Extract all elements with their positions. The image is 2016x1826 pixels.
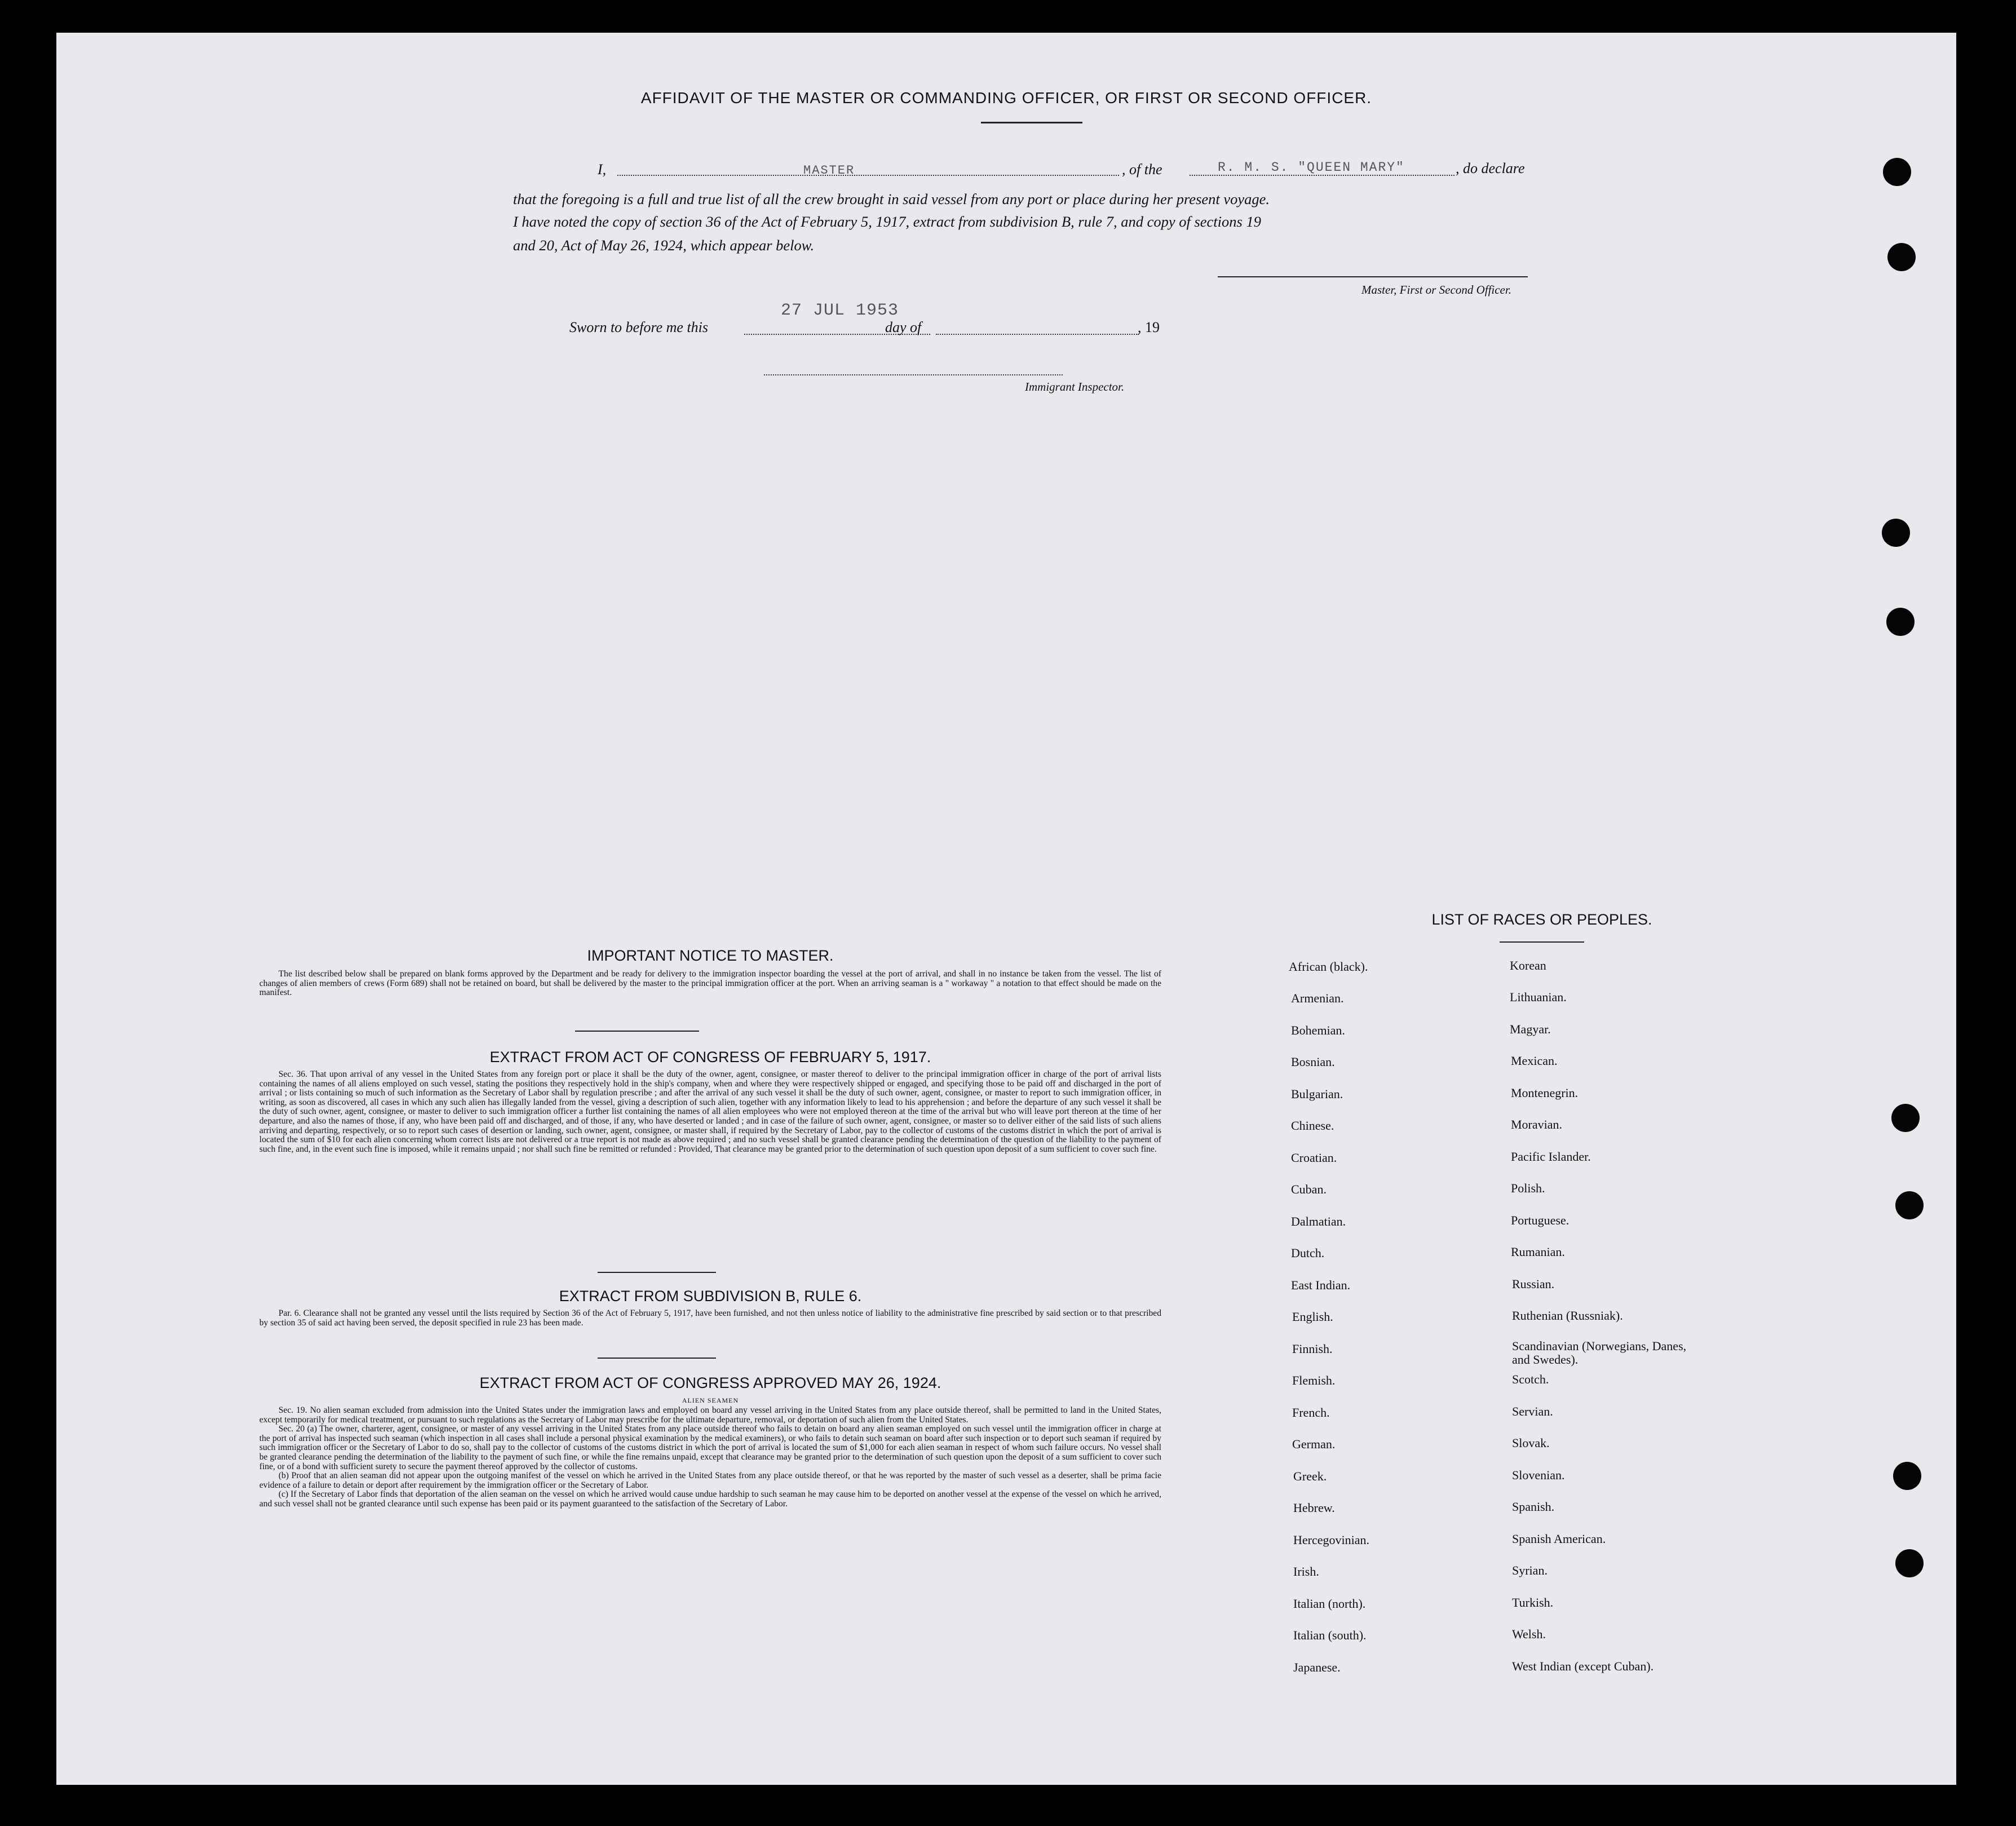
subdivision-b-title: EXTRACT FROM SUBDIVISION B, RULE 6. bbox=[559, 1288, 862, 1305]
race-item: Slovak. bbox=[1512, 1436, 1550, 1450]
race-item: Rumanian. bbox=[1511, 1245, 1565, 1259]
punch-hole bbox=[1886, 608, 1915, 636]
sworn-month-line bbox=[936, 334, 1139, 335]
race-item: Bohemian. bbox=[1291, 1023, 1345, 1037]
divider bbox=[575, 1031, 699, 1032]
punch-hole bbox=[1883, 158, 1911, 186]
extract-1924-text bbox=[259, 1406, 1161, 1509]
extract-1917-text bbox=[259, 1070, 1161, 1154]
inspector-label: Immigrant Inspector. bbox=[1025, 380, 1125, 394]
race-item: West Indian (except Cuban). bbox=[1512, 1659, 1654, 1673]
year-label: , 19 bbox=[1138, 319, 1160, 335]
race-item: Korean bbox=[1510, 958, 1546, 972]
notice-paragraph: The list described below shall be prepared on blank forms approved by the Department and be ready for delivery to the immigration inspector boarding the vessel at the port of arrival, and shall in no instance be taken from the vessel. The list of changes of alien members of crews (Form 689) shall not be retained on board, but shall be delivered by the master to the principal immigration officer at the port. When an arriving seaman is a " workaway " a notation to that effect should be made on the manifest. bbox=[259, 969, 1161, 998]
divider bbox=[598, 1358, 716, 1359]
signature-line bbox=[1218, 276, 1528, 277]
race-item: German. bbox=[1292, 1437, 1336, 1451]
punch-hole bbox=[1887, 243, 1916, 271]
race-item: Croatian. bbox=[1291, 1151, 1337, 1165]
race-item: Scotch. bbox=[1512, 1372, 1549, 1386]
inspector-line bbox=[764, 374, 1063, 375]
race-item: Dalmatian. bbox=[1291, 1214, 1346, 1228]
divider bbox=[1500, 941, 1584, 943]
declarant-label: I, bbox=[598, 161, 607, 178]
race-item: Pacific Islander. bbox=[1511, 1149, 1591, 1164]
signature-label: Master, First or Second Officer. bbox=[1361, 283, 1511, 297]
sec-19-paragraph: Sec. 19. No alien seaman excluded from admission into the United States under the immigration laws and employed on board any vessel arriving in the United States from any place outside thereof, shall be permitted to land in the United States, except temporarily for medical treatment, or pursuant to such regulations as the Secretary of Labor may prescribe for the ultimate departure, removal, or deportation of such alien from the United States. bbox=[259, 1405, 1161, 1425]
race-item: Turkish. bbox=[1512, 1595, 1554, 1610]
of-the-label: , of the bbox=[1122, 161, 1162, 178]
race-item: Welsh. bbox=[1512, 1627, 1546, 1641]
punch-hole bbox=[1893, 1462, 1921, 1490]
race-item: French. bbox=[1292, 1405, 1330, 1420]
race-item: Italian (north). bbox=[1293, 1597, 1366, 1611]
race-item: Spanish. bbox=[1512, 1500, 1555, 1514]
race-item: Dutch. bbox=[1291, 1246, 1325, 1260]
race-item: Montenegrin. bbox=[1511, 1086, 1579, 1100]
races-title: LIST OF RACES OR PEOPLES. bbox=[1431, 911, 1652, 928]
affidavit-line-2: I have noted the copy of section 36 of the Act of February 5, 1917, extract from subdivision B, rule 7, and copy of sections 19 bbox=[513, 213, 1261, 230]
race-item: Portuguese. bbox=[1511, 1213, 1570, 1227]
day-of-label: day of bbox=[885, 319, 922, 335]
race-item: Bulgarian. bbox=[1291, 1087, 1343, 1101]
vessel-stamp: R. M. S. "QUEEN MARY" bbox=[1218, 160, 1405, 175]
divider bbox=[598, 1272, 716, 1273]
punch-hole bbox=[1882, 519, 1910, 547]
declarant-line bbox=[617, 175, 1119, 176]
extract-1924-subtitle: ALIEN SEAMEN bbox=[682, 1396, 739, 1404]
race-item: Japanese. bbox=[1293, 1660, 1341, 1674]
race-item: Russian. bbox=[1512, 1277, 1555, 1291]
punch-hole bbox=[1895, 1191, 1924, 1219]
document-page bbox=[56, 33, 1956, 1785]
sec-20a-paragraph: Sec. 20 (a) The owner, charterer, agent, consignee, or master of any vessel arriving in the United States from any place outside thereof who fails to detain on board any alien seaman employed on such vessel until the immigration officer in charge at the port of arrival has inspected such seaman (which inspection in all cases shall include a personal physical examination by the medical examiners), or who fails to detain such seaman on board after such inspection or to deport such seaman if required by such immigration officer or the Secretary of Labor to do so, shall pay to the collector of customs of the customs district in which the port of arrival is located the sum of $1,000 for each alien seaman in respect of whom such failure occurs. No vessel shall be granted clearance pending the determination of the liability to the payment of such fine, or while the fine remains unpaid, except that clearance may be granted prior to the determination of such question upon the deposit of a sum sufficient to cover such fine, or of a bond with sufficient surety to secure the payment thereof approved by the collector of customs. bbox=[259, 1424, 1161, 1471]
sec-20b-paragraph: (b) Proof that an alien seaman did not appear upon the outgoing manifest of the vessel on which he arrived in the United States from any place outside thereof, or that he was reported by the master of such vessel as a deserter, shall be prima facie evidence of a failure to detain or deport after requirement by the immigration officer or the Secretary of Labor. bbox=[259, 1471, 1161, 1490]
race-item: Mexican. bbox=[1511, 1054, 1558, 1068]
punch-hole bbox=[1895, 1549, 1924, 1577]
extract-1917-paragraph: Sec. 36. That upon arrival of any vessel in the United States from any foreign port or place it shall be the duty of the owner, agent, consignee, or master thereof to deliver to the principal immigration officer in charge of the port of arrival lists containing the names of all aliens employed on such vessel, stating the positions they respectively hold in the ship's company, when and where they were respectively shipped or engaged, and specifying those to be paid off and discharged in the port of arrival ; or lists containing so much of such information as the Secretary of Labor shall by regulation prescribe ; and after the arrival of any such vessel it shall be the duty of such owner, agent, consignee, or master to report to such immigration officer, in writing, as soon as discovered, all cases in which any such alien has illegally landed from the vessel, giving a description of such alien, together with any information likely to lead to his apprehension ; and before the departure of any such vessel it shall be the duty of such owner, agent, consignee, or master to deliver to such immigration officer a further list containing the names of all alien employees who were not employed thereon at the time of the arrival but who will leave port thereon at the time of her departure, and also the names of those, if any, who have been paid off and discharged, and of those, if any, who have deserted or landed ; and in case of the failure of such owner, agent, consignee, or master so to deliver either of the said lists of such aliens arriving and departing, respectively, or so to report such cases of desertion or landing, such owner, agent, consignee, or master shall, if required by the Secretary of Labor, pay to the collector of customs of the customs district in which the port of arrival is located the sum of $10 for each alien concerning whom correct lists are not delivered or a true report is not made as above required ; and no such vessel shall be granted clearance pending the determination of the question of the liability to the payment of such fine, and, in the event such fine is imposed, while it remains unpaid ; nor shall such fine be remitted or refunded : Provided, That clearance may be granted prior to the determination of such question upon deposit of a sum sufficient to cover such fine. bbox=[259, 1069, 1161, 1154]
race-item: Lithuanian. bbox=[1510, 990, 1567, 1004]
race-item: Italian (south). bbox=[1293, 1628, 1367, 1642]
race-item: Moravian. bbox=[1511, 1117, 1563, 1131]
do-declare-label: , do declare bbox=[1456, 160, 1525, 176]
race-item: Magyar. bbox=[1510, 1022, 1551, 1036]
race-item: Ruthenian (Russniak). bbox=[1512, 1308, 1623, 1323]
vessel-line bbox=[1190, 175, 1454, 176]
notice-title: IMPORTANT NOTICE TO MASTER. bbox=[587, 947, 834, 964]
divider bbox=[981, 122, 1082, 123]
extract-1917-title: EXTRACT FROM ACT OF CONGRESS OF FEBRUARY 5, 1917. bbox=[489, 1049, 931, 1065]
race-item: Polish. bbox=[1511, 1181, 1545, 1195]
sworn-label: Sworn to before me this bbox=[569, 319, 709, 335]
race-item: Scandinavian (Norwegians, Danes, and Swedes). bbox=[1512, 1339, 1687, 1367]
affidavit-line-1: that the foregoing is a full and true list of all the crew brought in said vessel from any port or place during her present voyage. bbox=[513, 191, 1270, 207]
race-item: Chinese. bbox=[1291, 1118, 1334, 1133]
race-item: Armenian. bbox=[1291, 991, 1344, 1005]
race-item: Hercegovinian. bbox=[1293, 1533, 1369, 1547]
race-item: Irish. bbox=[1293, 1564, 1319, 1579]
notice-text bbox=[259, 970, 1161, 998]
race-item: Flemish. bbox=[1292, 1373, 1336, 1387]
punch-hole bbox=[1891, 1104, 1920, 1132]
master-stamp: MASTER bbox=[803, 163, 855, 178]
race-item: Syrian. bbox=[1512, 1563, 1548, 1577]
extract-1924-title: EXTRACT FROM ACT OF CONGRESS APPROVED MAY 26, 1924. bbox=[479, 1374, 941, 1391]
race-item: African (black). bbox=[1289, 960, 1368, 974]
subdivision-b-text bbox=[259, 1309, 1161, 1328]
race-item: Slovenian. bbox=[1512, 1468, 1565, 1482]
race-item: Greek. bbox=[1293, 1469, 1327, 1483]
race-item: Spanish American. bbox=[1512, 1532, 1606, 1546]
race-item: Bosnian. bbox=[1291, 1055, 1335, 1069]
subdivision-b-paragraph: Par. 6. Clearance shall not be granted any vessel until the lists required by Section 36 of the Act of February 5, 1917, have been furnished, and not then unless notice of liability to the administrative fine prescribed by said section or to that prescribed by section 35 of said act having been served, the deposit specified in rule 23 has been made. bbox=[259, 1308, 1161, 1328]
race-item: Finnish. bbox=[1292, 1342, 1333, 1356]
race-item: Servian. bbox=[1512, 1404, 1553, 1418]
date-stamp: 27 JUL 1953 bbox=[781, 301, 899, 320]
race-item: Hebrew. bbox=[1293, 1501, 1335, 1515]
affidavit-line-3: and 20, Act of May 26, 1924, which appear below. bbox=[513, 237, 815, 254]
affidavit-title: AFFIDAVIT OF THE MASTER OR COMMANDING OFFICER, OR FIRST OR SECOND OFFICER. bbox=[640, 89, 1372, 107]
sec-20c-paragraph: (c) If the Secretary of Labor finds that deportation of the alien seaman on the vessel on which he arrived would cause undue hardship to such seaman he may cause him to be deported on another vessel at the expense of the vessel on which he arrived, and such vessel shall not be granted clearance until such expense has been paid or its payment guaranteed to the satisfaction of the Secretary of Labor. bbox=[259, 1489, 1161, 1509]
race-item: East Indian. bbox=[1291, 1278, 1351, 1292]
race-item: English. bbox=[1292, 1310, 1333, 1324]
race-item: Cuban. bbox=[1291, 1182, 1327, 1196]
